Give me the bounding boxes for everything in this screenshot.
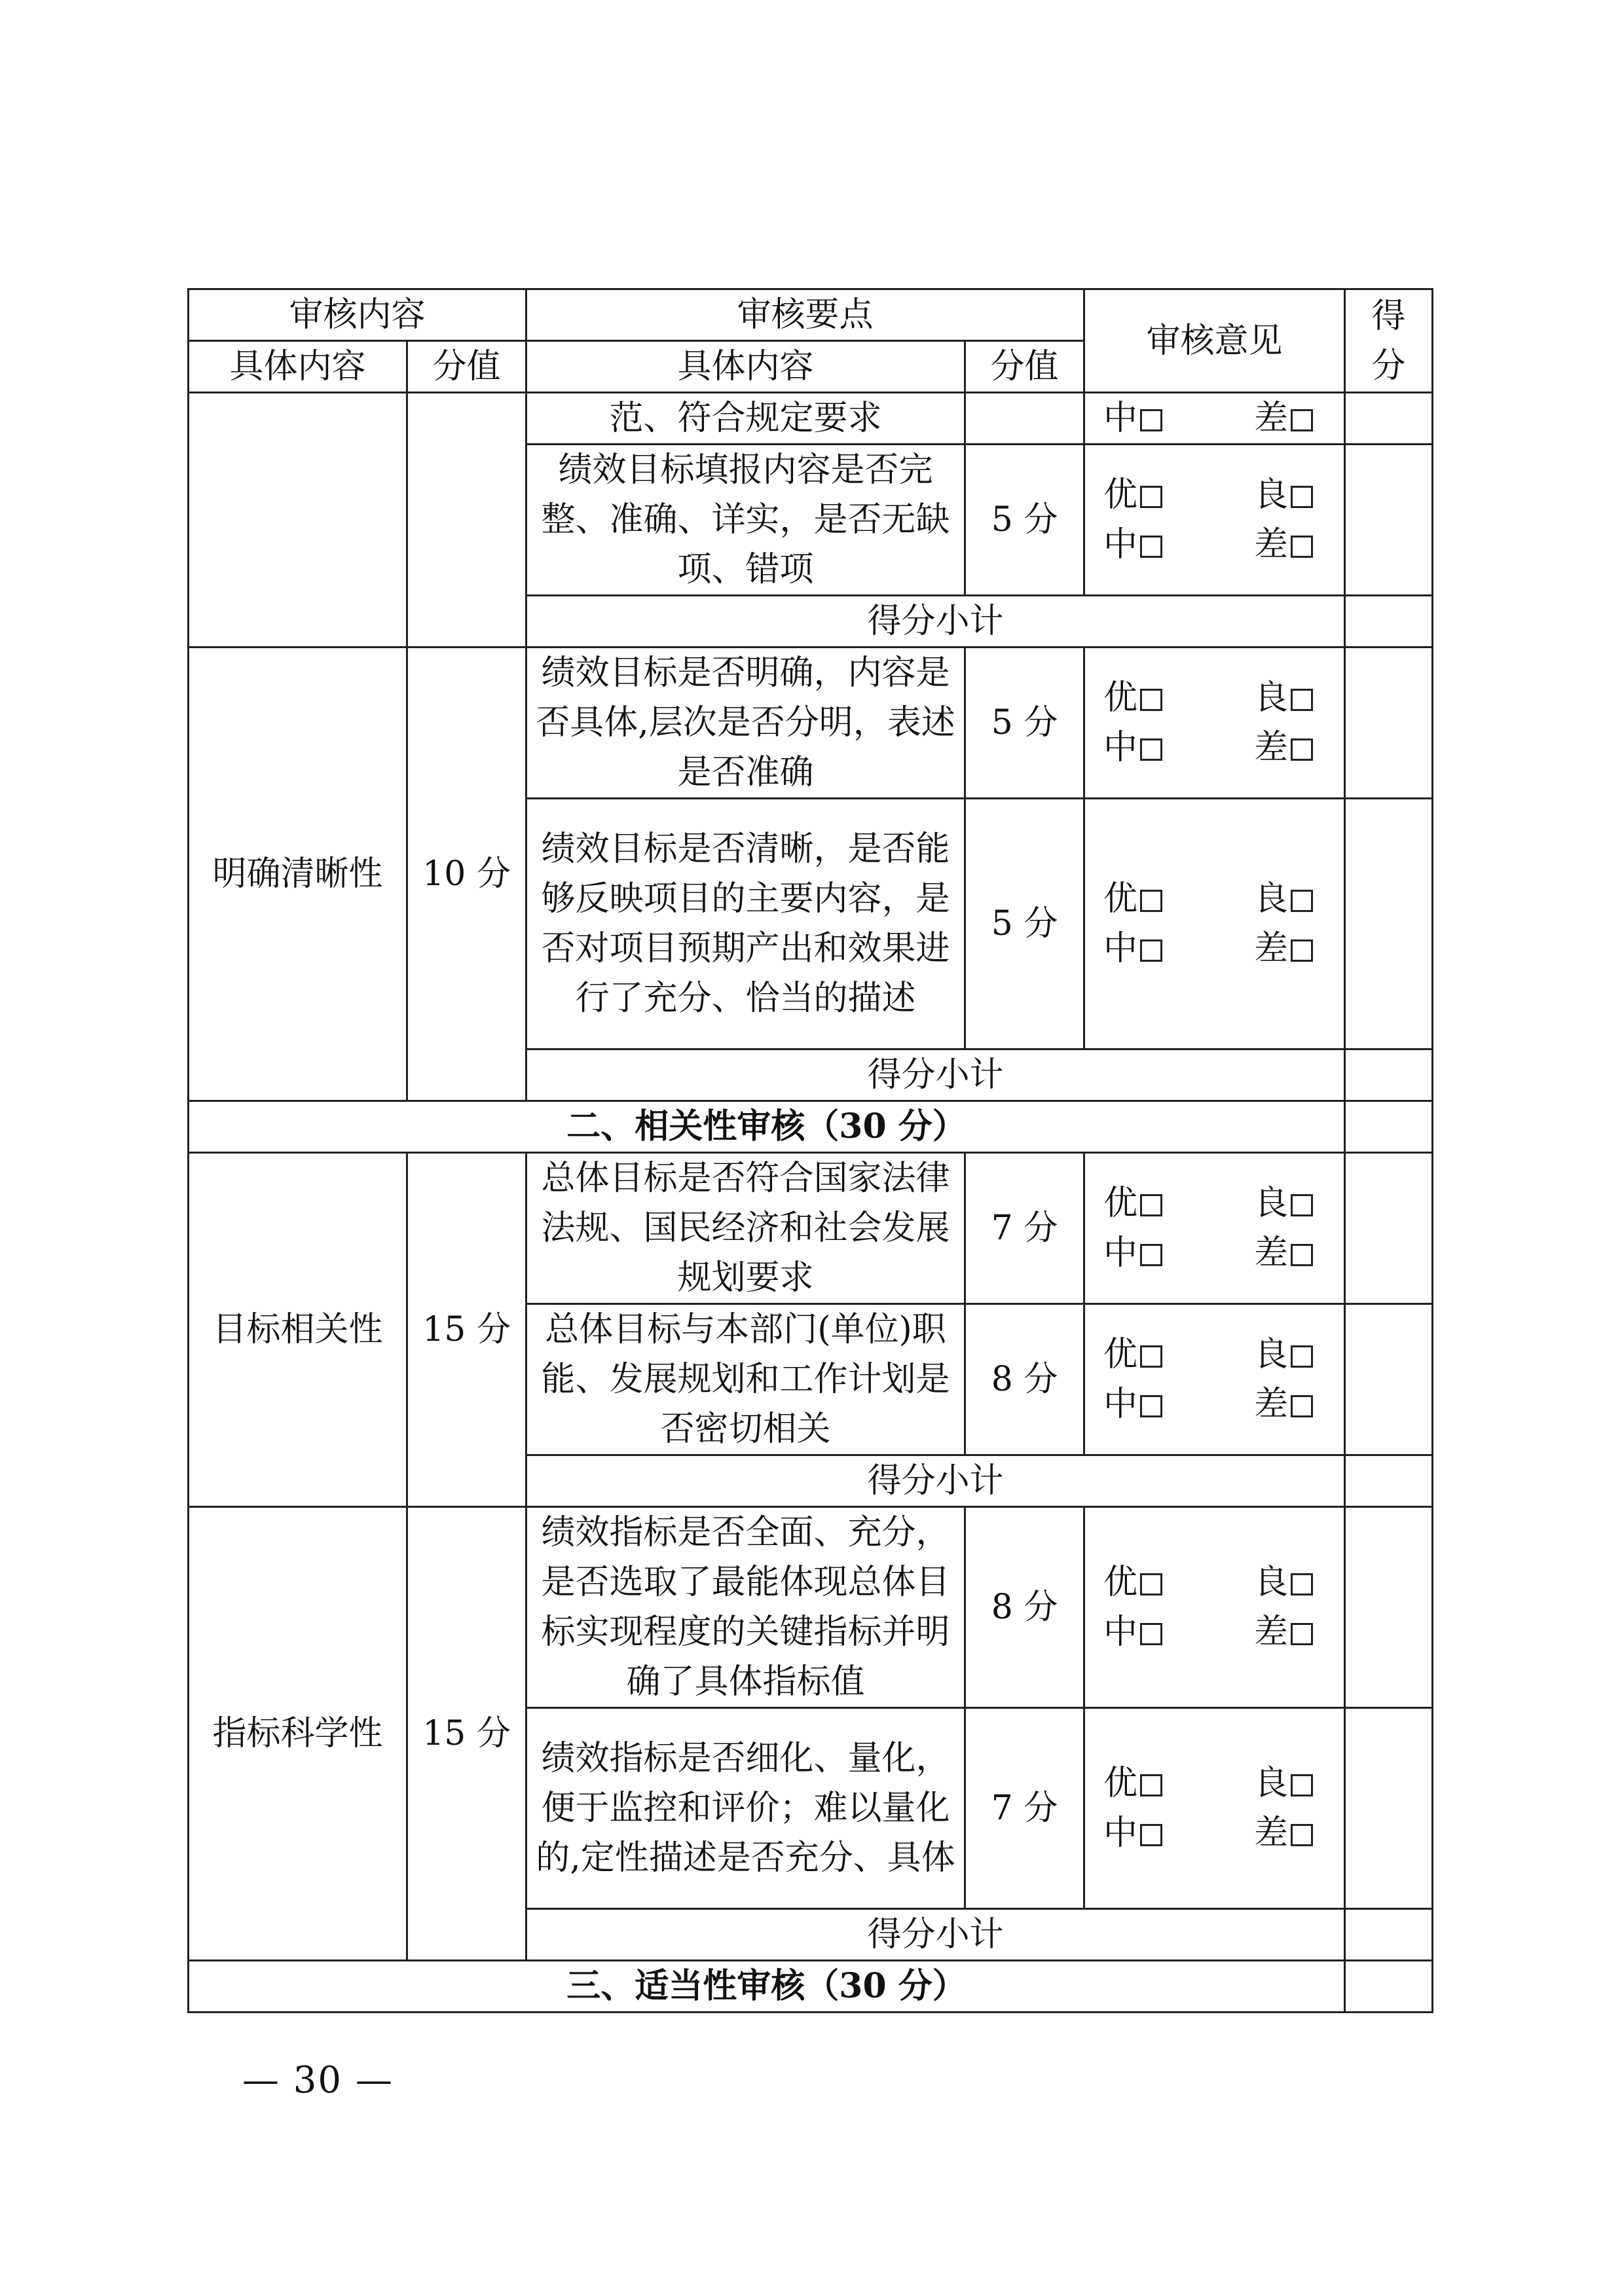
header-score [1345, 289, 1433, 393]
checkbox-excellent[interactable] [1140, 1345, 1162, 1368]
fill-item-opinion [1084, 445, 1345, 596]
cont-value-cell [407, 393, 526, 647]
page-number: — 30 — [242, 2059, 394, 2102]
clarity-item-opinion [1084, 799, 1345, 1049]
group-science-name: 指标科学性 [189, 1507, 407, 1961]
section-relevance-score-cell[interactable] [1345, 1101, 1433, 1153]
cont-item-opinion [1084, 393, 1345, 445]
option-good-label: 良 [1254, 1335, 1289, 1374]
option-medium-label: 中 [1103, 1233, 1138, 1273]
option-good-label: 良 [1254, 475, 1289, 515]
review-table [187, 288, 1433, 2013]
checkbox-good[interactable] [1291, 890, 1313, 912]
science-item-text: 绩效指标是否全面、充分，是否选取了最能体现总体目标实现程度的关键指标并明确了具体指标值 [526, 1507, 965, 1708]
subtotal-score-cell[interactable] [1345, 596, 1433, 647]
checkbox-poor[interactable] [1291, 1395, 1313, 1417]
checkbox-medium[interactable] [1140, 939, 1162, 962]
relevance-item-opinion [1084, 1304, 1345, 1455]
subtotal-label: 得分小计 [526, 596, 1345, 647]
option-excellent-label: 优 [1103, 1764, 1138, 1803]
subtotal-score-cell[interactable] [1345, 1455, 1433, 1507]
option-good-label: 良 [1254, 1764, 1289, 1803]
checkbox-medium[interactable] [1140, 1395, 1162, 1417]
option-poor-label: 差 [1254, 525, 1289, 564]
subtotal-label: 得分小计 [526, 1909, 1345, 1961]
option-poor-label: 差 [1254, 1813, 1289, 1853]
clarity-item-text: 绩效目标是否清晰，是否能够反映项目的主要内容，是否对项目预期产出和效果进行了充分、恰当的描述 [526, 799, 965, 1049]
checkbox-poor[interactable] [1291, 1623, 1313, 1645]
checkbox-poor[interactable] [1291, 536, 1313, 558]
checkbox-good[interactable] [1291, 1774, 1313, 1796]
header-detail: 具体内容 [189, 341, 407, 393]
option-good-label: 良 [1254, 1184, 1289, 1223]
option-poor-label: 差 [1254, 1613, 1289, 1652]
checkbox-good[interactable] [1291, 689, 1313, 711]
relevance-item-text: 总体目标是否符合国家法律法规、国民经济和社会发展规划要求 [526, 1153, 965, 1304]
header-points-value: 分值 [965, 341, 1084, 393]
checkbox-excellent[interactable] [1140, 1573, 1162, 1595]
relevance-item-score: 8 分 [965, 1304, 1084, 1455]
relevance-item-text: 总体目标与本部门(单位)职能、发展规划和工作计划是否密切相关 [526, 1304, 965, 1455]
header-opinion: 审核意见 [1084, 289, 1345, 393]
checkbox-medium[interactable] [1140, 1244, 1162, 1266]
header-score-char-1: 得 [1371, 296, 1406, 336]
checkbox-poor[interactable] [1291, 409, 1313, 431]
option-excellent-label: 优 [1103, 879, 1138, 919]
fill-item-score: 5 分 [965, 445, 1084, 596]
checkbox-good[interactable] [1291, 1345, 1313, 1368]
fill-item-text: 绩效目标填报内容是否完整、准确、详实，是否无缺项、错项 [526, 445, 965, 596]
checkbox-poor[interactable] [1291, 1244, 1313, 1266]
option-poor-label: 差 [1254, 1385, 1289, 1424]
header-score-char-2: 分 [1371, 346, 1406, 386]
group-relevance-value: 15 分 [407, 1153, 526, 1507]
header-value: 分值 [407, 341, 526, 393]
subtotal-label: 得分小计 [526, 1049, 1345, 1101]
option-medium-label: 中 [1103, 1613, 1138, 1652]
cont-item-score [965, 393, 1084, 445]
section-relevance-heading: 二、相关性审核（30 分） [189, 1101, 1345, 1153]
option-poor-label: 差 [1254, 1233, 1289, 1273]
science-item-text: 绩效指标是否细化、量化，便于监控和评价；难以量化的,定性描述是否充分、具体 [526, 1708, 965, 1909]
checkbox-poor[interactable] [1291, 939, 1313, 962]
option-poor-label: 差 [1254, 929, 1289, 968]
checkbox-medium[interactable] [1140, 1824, 1162, 1846]
option-excellent-label: 优 [1103, 1184, 1138, 1223]
clarity-item-score: 5 分 [965, 799, 1084, 1049]
section-appropriateness-score-cell[interactable] [1345, 1961, 1433, 2013]
section-appropriateness-heading: 三、适当性审核（30 分） [189, 1961, 1345, 2013]
subtotal-score-cell[interactable] [1345, 1909, 1433, 1961]
checkbox-medium[interactable] [1140, 536, 1162, 558]
option-good-label: 良 [1254, 1563, 1289, 1602]
checkbox-medium[interactable] [1140, 738, 1162, 761]
option-poor-label: 差 [1254, 399, 1289, 438]
subtotal-score-cell[interactable] [1345, 1049, 1433, 1101]
checkbox-poor[interactable] [1291, 738, 1313, 761]
option-excellent-label: 优 [1103, 475, 1138, 515]
checkbox-medium[interactable] [1140, 1623, 1162, 1645]
clarity-item-score: 5 分 [965, 647, 1084, 799]
checkbox-good[interactable] [1291, 1573, 1313, 1595]
checkbox-poor[interactable] [1291, 1824, 1313, 1846]
relevance-item-opinion [1084, 1153, 1345, 1304]
option-medium-label: 中 [1103, 1813, 1138, 1853]
group-relevance-name: 目标相关性 [189, 1153, 407, 1507]
checkbox-good[interactable] [1291, 486, 1313, 508]
option-excellent-label: 优 [1103, 1335, 1138, 1374]
checkbox-excellent[interactable] [1140, 1774, 1162, 1796]
header-points-detail: 具体内容 [526, 341, 965, 393]
option-medium-label: 中 [1103, 728, 1138, 767]
science-item-opinion [1084, 1708, 1345, 1909]
subtotal-label: 得分小计 [526, 1455, 1345, 1507]
option-poor-label: 差 [1254, 728, 1289, 767]
checkbox-excellent[interactable] [1140, 890, 1162, 912]
group-clarity-name: 明确清晰性 [189, 647, 407, 1101]
option-medium-label: 中 [1103, 525, 1138, 564]
group-science-value: 15 分 [407, 1507, 526, 1961]
option-good-label: 良 [1254, 879, 1289, 919]
science-item-score: 8 分 [965, 1507, 1084, 1708]
checkbox-excellent[interactable] [1140, 1194, 1162, 1216]
cont-item-text: 范、符合规定要求 [526, 393, 965, 445]
science-item-score: 7 分 [965, 1708, 1084, 1909]
option-medium-label: 中 [1103, 1385, 1138, 1424]
clarity-item-opinion [1084, 647, 1345, 799]
option-medium-label: 中 [1103, 399, 1138, 438]
option-medium-label: 中 [1103, 929, 1138, 968]
group-clarity-value: 10 分 [407, 647, 526, 1101]
checkbox-excellent[interactable] [1140, 486, 1162, 508]
option-excellent-label: 优 [1103, 678, 1138, 718]
checkbox-excellent[interactable] [1140, 689, 1162, 711]
header-points-group: 审核要点 [526, 289, 1084, 341]
cont-detail-cell [189, 393, 407, 647]
clarity-item-text: 绩效目标是否明确，内容是否具体,层次是否分明，表述是否准确 [526, 647, 965, 799]
checkbox-good[interactable] [1291, 1194, 1313, 1216]
header-content-group: 审核内容 [189, 289, 526, 341]
relevance-item-score: 7 分 [965, 1153, 1084, 1304]
option-good-label: 良 [1254, 678, 1289, 718]
science-item-opinion [1084, 1507, 1345, 1708]
checkbox-medium[interactable] [1140, 409, 1162, 431]
option-excellent-label: 优 [1103, 1563, 1138, 1602]
